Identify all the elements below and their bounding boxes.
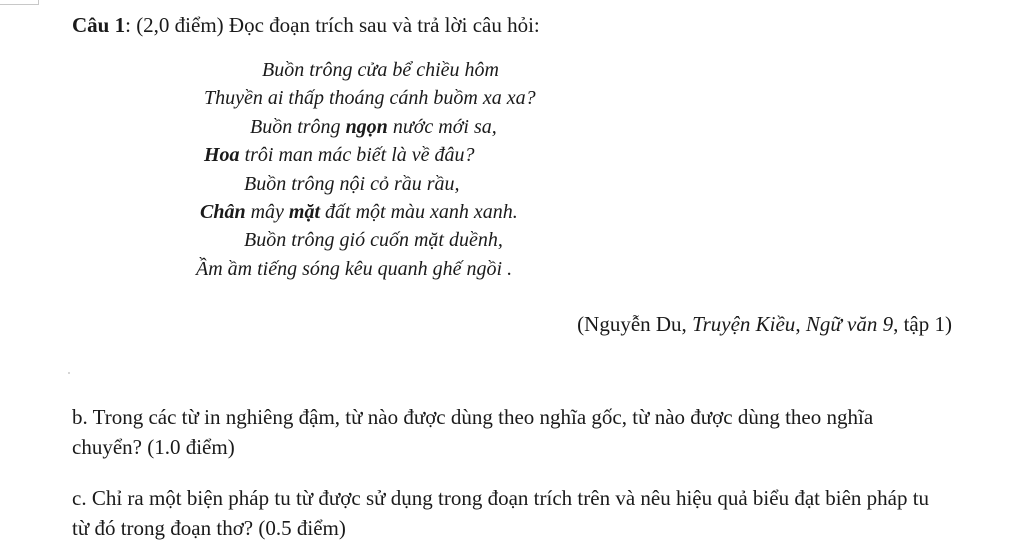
poem-line-3 [150, 113, 690, 141]
poem-bold-word-hoa: Hoa [204, 144, 240, 167]
poem-line-1-text: Buồn trông cửa bể chiều hôm [262, 59, 499, 81]
question-heading [72, 12, 540, 38]
poem-line-2-text: Thuyền ai thấp thoáng cánh buồm xa xa? [204, 87, 536, 110]
poem-line-8 [150, 255, 690, 283]
scan-speck [68, 372, 70, 374]
poem-line-5 [150, 170, 690, 198]
attribution-work-title: Truyện Kiều [692, 312, 796, 336]
poem-line-6 [150, 198, 690, 226]
question-label: Câu 1 [72, 13, 126, 37]
attribution-separator: , [795, 312, 806, 336]
question-instruction: : (2,0 điểm) Đọc đoạn trích sau và trả lời câu hỏi: [125, 13, 540, 37]
poem-line-5-text: Buồn trông nội cỏ rầu rầu, [244, 172, 460, 195]
poem-line-4 [150, 141, 690, 169]
poem-line-3-text-b: nước mới sa, [387, 115, 497, 138]
poem-bold-word-ngon: ngọn [345, 115, 388, 138]
poem-attribution [577, 311, 952, 337]
poem-line-1 [150, 56, 690, 84]
poem-line-7 [150, 226, 690, 254]
poem-line-7-text: Buồn trông gió cuốn mặt duềnh, [244, 229, 503, 252]
poem-line-4-text: trôi man mác biết là về đâu? [239, 144, 475, 167]
attribution-author: (Nguyễn Du, [577, 312, 693, 336]
poem-line-3-text-a: Buồn trông [250, 115, 346, 138]
attribution-book-title: Ngữ văn 9 [805, 312, 894, 336]
poem-line-8-text: Ầm ầm tiếng sóng kêu quanh ghế ngồi . [196, 257, 513, 280]
poem-line-2 [150, 84, 690, 112]
poem-line-6-text-b: đất một màu xanh xanh. [320, 201, 518, 224]
poem-excerpt [150, 56, 690, 283]
page-corner-mark [0, 0, 39, 5]
question-part-b: b. Trong các từ in nghiêng đậm, từ nào được dùng theo nghĩa gốc, từ nào được dùng theo nghĩa chuyển? (1.0 điểm) [72, 405, 874, 459]
poem-bold-word-mat: mặt [288, 201, 321, 224]
question-part-c: c. Chỉ ra một biện pháp tu từ được sử dụng trong đoạn trích trên và nêu hiệu quả biểu đạt biên pháp tu từ đó trong đoạn thơ? (0.5 điểm) [72, 486, 930, 540]
poem-bold-word-chan: Chân [200, 201, 246, 224]
poem-line-6-text-a: mây [245, 201, 289, 224]
attribution-volume: , tập 1) [893, 312, 952, 336]
